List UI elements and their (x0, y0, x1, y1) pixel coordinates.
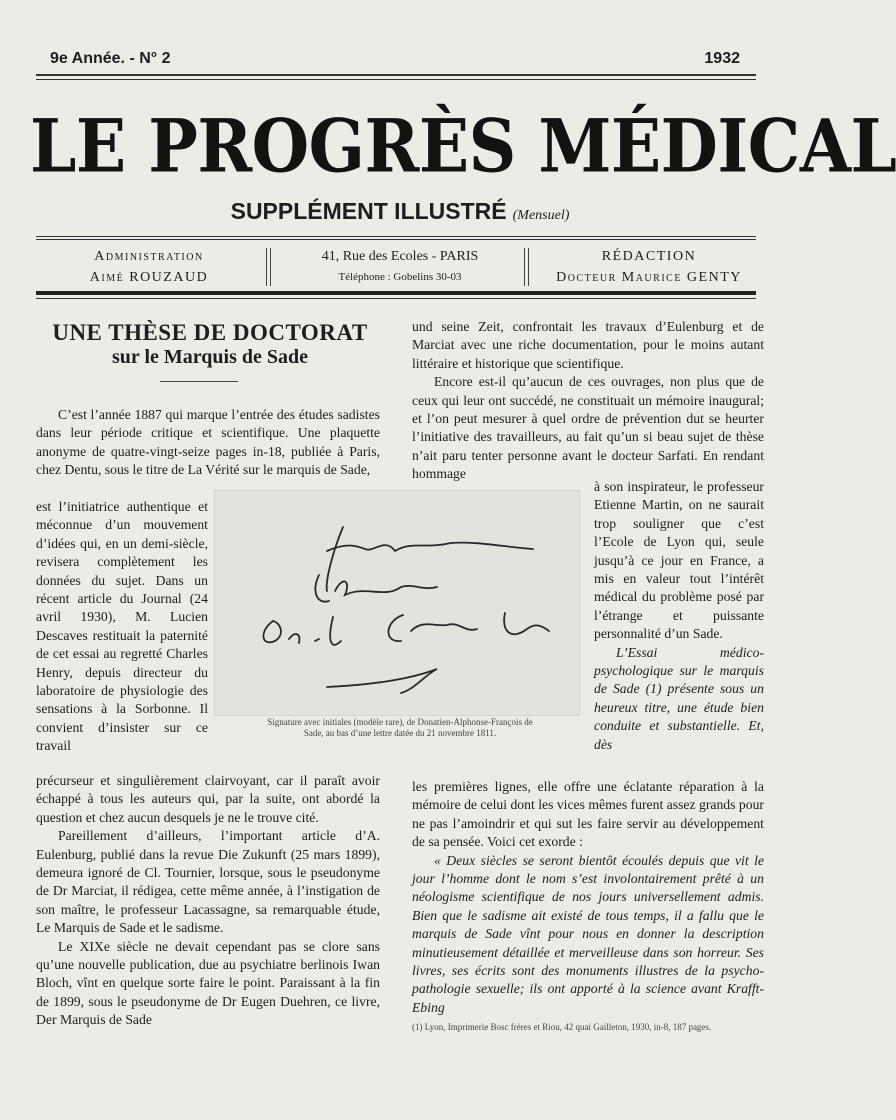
left-wrap-text: est l’initiatrice authentique et méconnue d’un mouvement d’idées qui, en un demi-siècle, revisera complètement les données du sujet. Dans un récent article du Journal (24 avril 1930), M. Lucien Descaves restituait la paternité de cet essai au regretté Charles Henry, depuis directeur du laboratoire de physiologie des sensations à la Sorbonne. Il convient d’insister sur ce travail (36, 499, 208, 754)
left-intro-paragraph (36, 406, 380, 480)
address-block (274, 246, 526, 288)
header-rule-bottom-2 (36, 298, 756, 299)
article-title: UNE THÈSE DE DOCTORAT (52, 320, 368, 345)
supplement-label: SUPPLÉMENT ILLUSTRÉ (230, 198, 507, 224)
left-intro-text: C’est l’année 1887 qui marque l’entrée des études sadistes dans leur période critique et scientifique. Une plaquette anonyme de quatre-vingt-seize pages in-18, publiée à Paris, chez Dentu, sous le titre de La Vérité sur le marquis de Sade, (36, 407, 380, 478)
header-rule-top-2 (36, 239, 756, 240)
right-paragraph-2: Encore est-il qu’aucun de ces ouvrages, non plus que de ceux qui leur ont succédé, ne constituait un mémoire inaugural; et l’on peut mesurer à quel ordre de prévention dut se heurter l’initiative des travailleurs, au fait qu’un si beau sujet de thèse n’ait paru tenter personne avant le docteur Sarfati. En rendant hommage (412, 374, 764, 482)
divider-left (266, 248, 267, 286)
masthead-title: LE PROGRÈS MÉDICAL (30, 103, 896, 189)
top-rule-thin (36, 79, 756, 80)
divider-right-2 (528, 248, 529, 286)
left-paragraph-2: Pareillement d’ailleurs, l’important article d’A. Eulenburg, publié dans la revue Die Zukunft (25 mars 1899), demeura ignoré de Cl. Tournier, lorsque, sous le pseudonyme de Dr Marciat, il rédigea, cette même année, à l’instigation de son maître, le professeur Lacassagne, sa remarquable étude, Le Marquis de Sade et le sadisme. (36, 828, 380, 936)
article-subtitle: sur le Marquis de Sade (112, 346, 308, 368)
left-rest-text: précurseur et singulièrement clairvoyant, car il paraît avoir échappé à tous les auteurs qui, par la suite, ont abordé la question et chez aucun desquels je ne le trouve cité. (36, 773, 380, 825)
right-rest-text: les premières lignes, elle offre une éclatante réparation à la mémoire de celui dont les vices mêmes furent assez grands pour ne pas l’amoindrir et qui sut les faire servir au développement de sa pensée. Voici cet exorde : (412, 779, 764, 850)
right-top-text: und seine Zeit, confrontait les travaux d’Eulenburg et de Marciat avec une riche documentation, pour le moins autant littéraire et historique que scientifique. (412, 319, 764, 371)
signature-photo (214, 490, 580, 716)
right-wrap-text-2: L’Essai médico-psychologique sur le marquis de Sade (1) présente sous un heureux titre, une étude bien conduite et substantielle. Et, dès (594, 644, 764, 752)
redaction-block (536, 246, 762, 288)
issue-year: 1932 (704, 50, 740, 67)
issue-number: 9e Année. - N° 2 (50, 50, 171, 67)
address-line: 41, Rue des Ecoles - PARIS (321, 249, 479, 264)
redaction-name: Docteur Maurice GENTY (556, 270, 742, 285)
right-column-top (412, 318, 764, 484)
administration-name: Aimé ROUZAUD (89, 270, 209, 285)
left-wrap-paragraph (36, 498, 208, 756)
right-wrap-paragraph (594, 478, 764, 754)
footnote: (1) Lyon, Imprimerie Bosc frères et Riou, 42 quai Gailleton, 1930, in-8, 187 pages. (412, 1022, 712, 1032)
monthly-label: (Mensuel) (512, 208, 570, 223)
divider-left-2 (270, 248, 271, 286)
title-rule (160, 381, 238, 382)
administration-label: Administration (94, 249, 204, 264)
top-rule (36, 74, 756, 76)
exordium-quote: « Deux siècles se seront bientôt écoulés depuis que vit le jour l’homme dont le nom s’est involontairement prêté à un néologisme scientifique de nos jours universellement admis. Bien que le sadisme ait existé de tous temps, il a fallu que le marquis de Sade vînt pour nous en donner la description minutieusement détaillée et merveilleuse dans son horreur. Ses livres, ses écrits sont des monuments illustres de la psycho-pathologie sexuelle; ils ont apporté à la science avant Krafft-Ebing (412, 852, 764, 1015)
right-wrap-text: à son inspirateur, le professeur Etienne Martin, on ne saurait trop souligner que c’est l’Ecole de Lyon qui, seule jusqu’à ce jour en France, a mis en valeur tout l’intérêt médical du problème posé par l’étrange et puissante personnalité d’un Sade. (594, 479, 764, 642)
redaction-label: RÉDACTION (601, 249, 697, 264)
divider-right (524, 248, 525, 286)
right-column-rest (412, 778, 764, 1017)
signature-image (215, 491, 579, 715)
header-rule-top (36, 236, 756, 237)
telephone-line: Téléphone : Gobelins 30-03 (338, 271, 462, 283)
header-rule-bottom (36, 291, 756, 295)
photo-caption: Signature avec initiales (modèle rare), de Donatien-Alphonse-François de Sade, au bas d’une lettre datée du 21 novembre 1811. (267, 717, 533, 738)
left-column-rest (36, 772, 380, 1030)
left-paragraph-3: Le XIXe siècle ne devait cependant pas se clore sans qu’une nouvelle publication, due au psychiatre berlinois Iwan Bloch, vînt en quelque sorte faire le point. Paraissant à la fin de 1899, sous le pseudonyme de Dr Eugen Duehren, ce livre, Der Marquis de Sade (36, 938, 380, 1028)
supplement-line (0, 198, 800, 225)
administration-block (40, 246, 258, 288)
